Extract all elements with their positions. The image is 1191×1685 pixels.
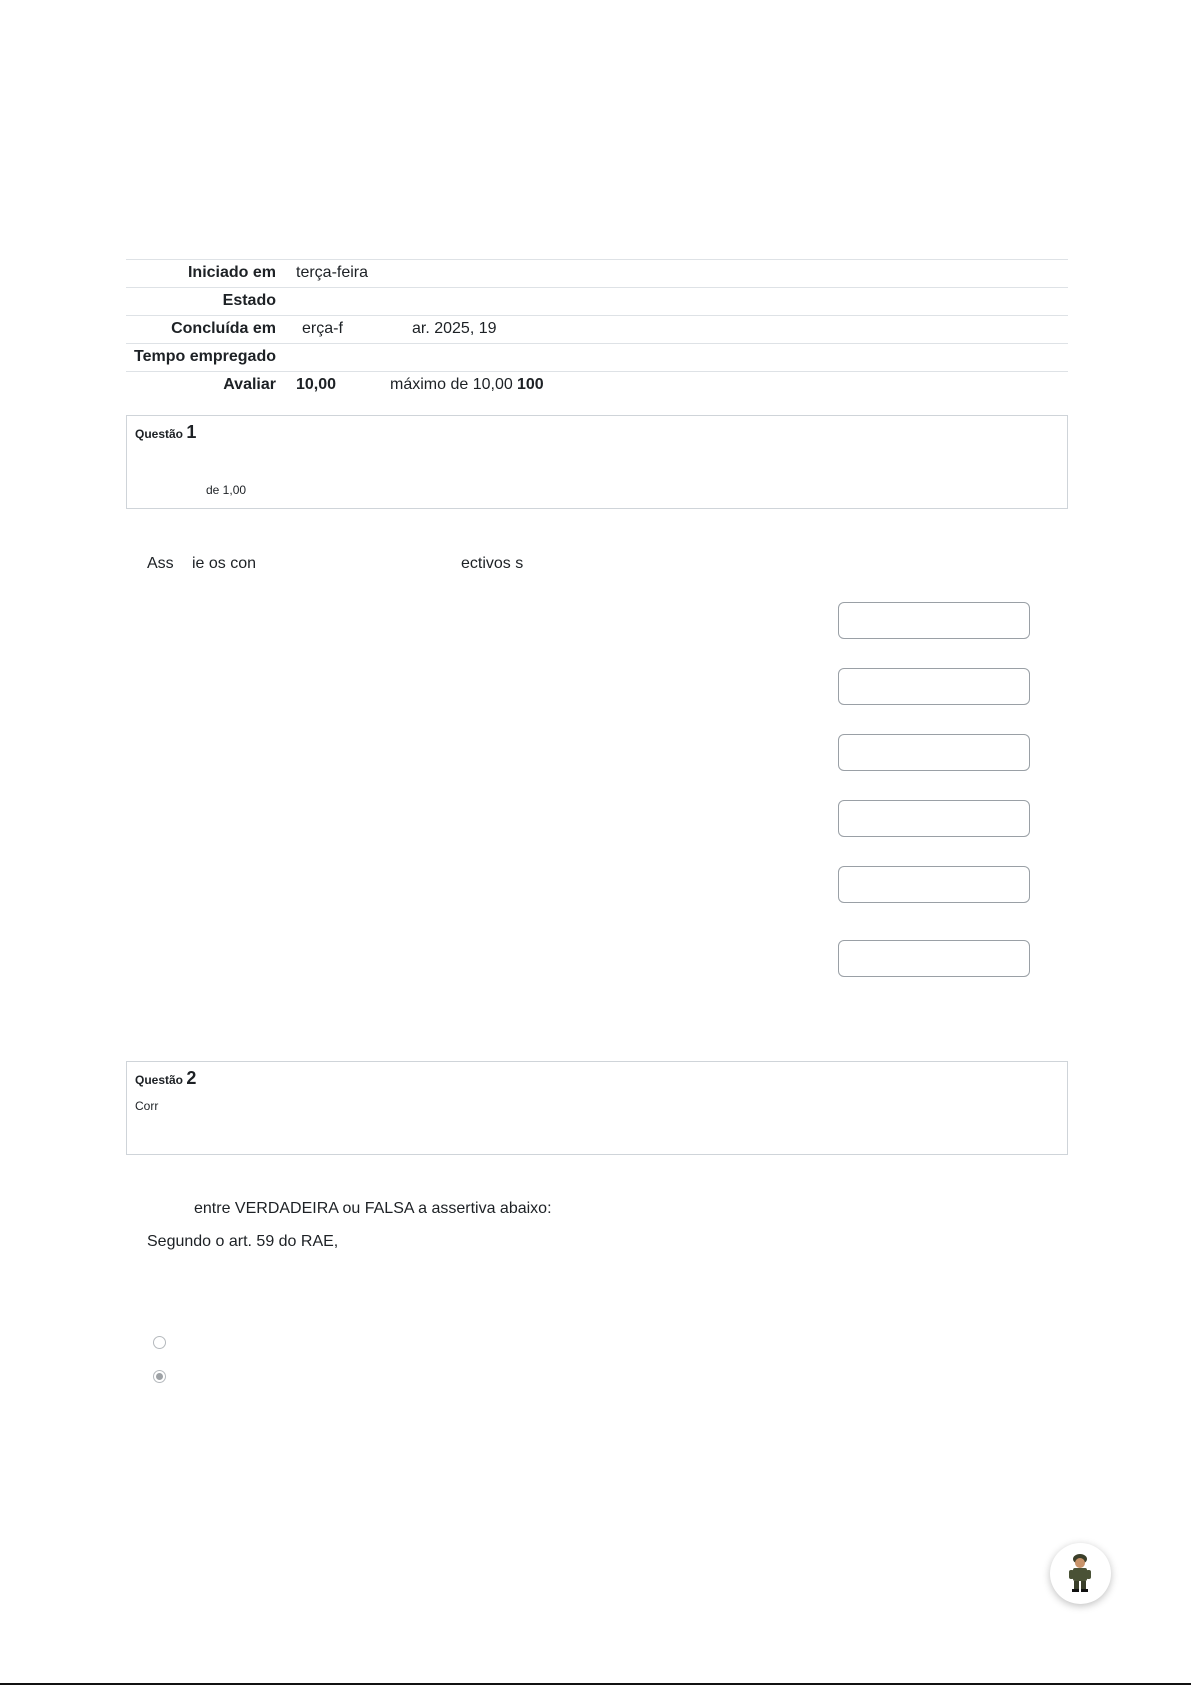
question-2-instruction: entre VERDADEIRA ou FALSA a assertiva abaixo: xyxy=(194,1200,552,1217)
question-2-info xyxy=(126,1061,1068,1155)
summary-row-time xyxy=(126,343,1068,371)
question-1-mark: de 1,00 xyxy=(206,483,247,497)
completed-value-b: ar. 2025, 19 xyxy=(412,320,497,337)
answer-select-4[interactable] xyxy=(838,800,1030,837)
question-2-number xyxy=(135,1068,196,1089)
question-2-statement: Segundo o art. 59 do RAE, xyxy=(147,1233,339,1250)
completed-label: Concluída em xyxy=(171,320,276,337)
question-1-text-a: Ass xyxy=(147,555,174,572)
question-1-text-c: ectivos s xyxy=(461,555,524,572)
grade-max: máximo de 10,00 xyxy=(390,376,513,393)
soldier-avatar-icon xyxy=(1065,1553,1095,1593)
option-radio-false[interactable] xyxy=(153,1370,166,1383)
option-radio-true[interactable] xyxy=(153,1336,166,1349)
grade-value: 10,00 xyxy=(296,376,337,393)
answer-select-6[interactable] xyxy=(838,940,1030,977)
answer-select-5[interactable] xyxy=(838,866,1030,903)
question-1-info xyxy=(126,415,1068,509)
summary-row-started xyxy=(126,259,1068,287)
assistant-button[interactable] xyxy=(1050,1543,1111,1604)
question-1-num: 1 xyxy=(186,422,197,442)
grade-label: Avaliar xyxy=(223,376,276,393)
answer-select-3[interactable] xyxy=(838,734,1030,771)
summary-row-completed xyxy=(126,315,1068,343)
question-1-number xyxy=(135,422,196,443)
summary-row-state xyxy=(126,287,1068,315)
attempt-summary xyxy=(126,259,1068,399)
state-label: Estado xyxy=(222,292,276,309)
grade-percent: 100 xyxy=(517,376,544,393)
question-2-num: 2 xyxy=(186,1068,197,1088)
summary-row-grade xyxy=(126,371,1068,399)
time-label: Tempo empregado xyxy=(134,348,276,365)
question-2-prefix: Questão xyxy=(135,1073,184,1087)
completed-value-a: erça-f xyxy=(302,320,343,337)
started-label: Iniciado em xyxy=(187,264,276,281)
answer-select-1[interactable] xyxy=(838,602,1030,639)
started-value: terça-feira xyxy=(296,264,369,281)
question-1-prefix: Questão xyxy=(135,427,184,441)
answer-select-2[interactable] xyxy=(838,668,1030,705)
question-1-text-b: ie os con xyxy=(192,555,257,572)
question-2-status: Corr xyxy=(135,1099,159,1113)
